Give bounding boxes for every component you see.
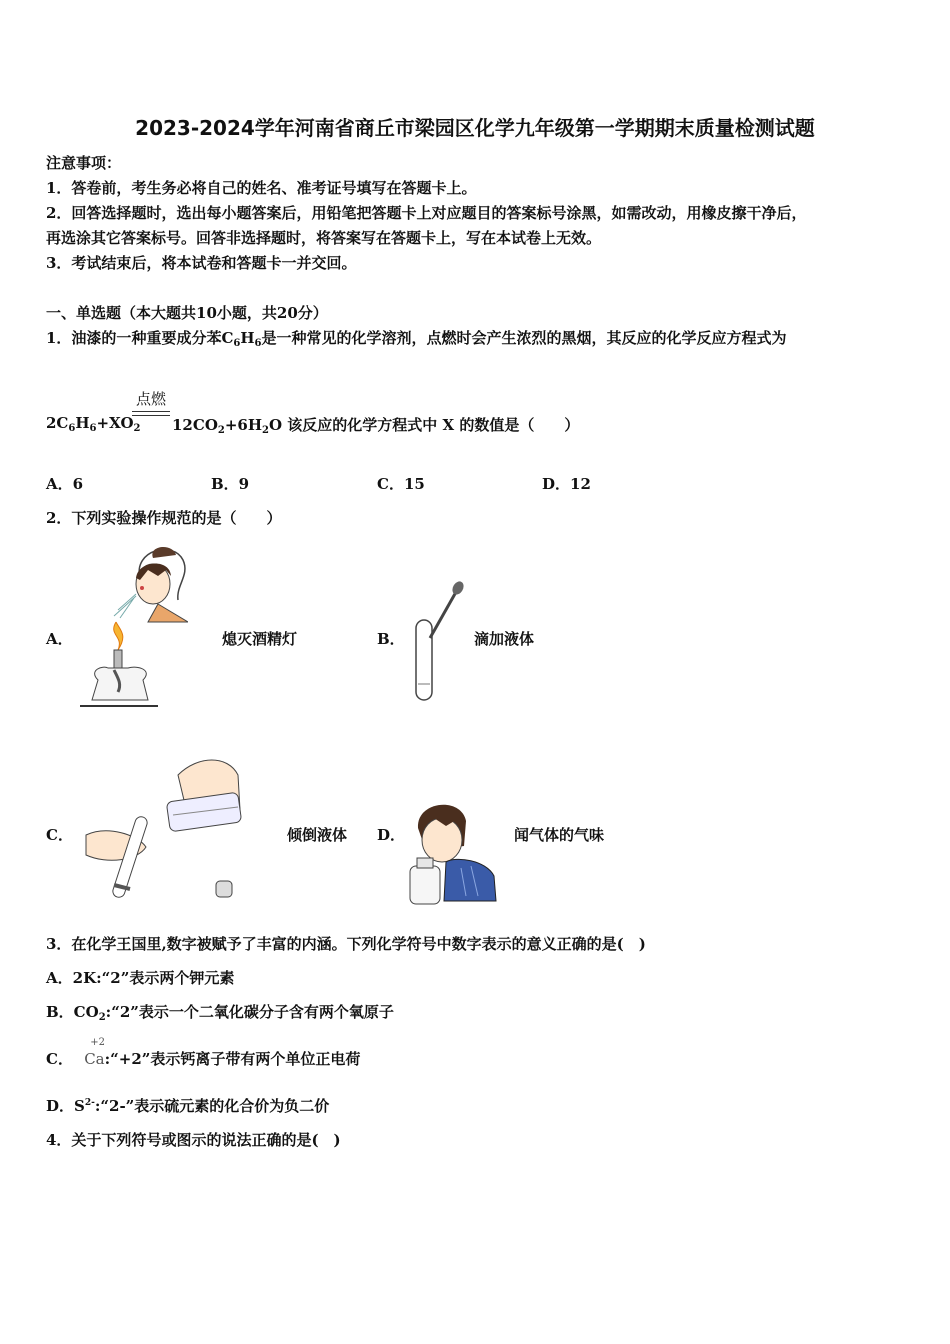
q1-option-b[interactable]: B．9 bbox=[211, 475, 250, 493]
extinguish-lamp-figure bbox=[78, 540, 188, 710]
q1-option-c[interactable]: C．15 bbox=[377, 475, 425, 493]
q2-option-a-text: 熄灭酒精灯 bbox=[222, 630, 298, 648]
equation-lhs: $2C_6H_6+XO_2$ bbox=[46, 414, 141, 434]
question-4-stem: 4．关于下列符号或图示的说法正确的是( ) bbox=[46, 1131, 341, 1149]
reaction-condition: 点燃 bbox=[132, 388, 170, 416]
q1-option-a[interactable]: A．6 bbox=[46, 475, 84, 493]
smell-gas-figure bbox=[406, 796, 501, 906]
q2-option-c-text: 倾倒液体 bbox=[287, 826, 348, 844]
dropper-figure bbox=[404, 580, 468, 705]
note-3: 3．考试结束后，将本试卷和答题卡一并交回。 bbox=[46, 254, 357, 272]
question-2-stem: 2．下列实验操作规范的是（ ） bbox=[46, 509, 282, 527]
q3-option-a[interactable]: A．2K:“2”表示两个钾元素 bbox=[46, 969, 235, 987]
note-1: 1．答卷前，考生务必将自己的姓名、准考证号填写在答题卡上。 bbox=[46, 179, 477, 197]
page-title: 2023-2024学年河南省商丘市梁园区化学九年级第一学期期末质量检测试题 bbox=[135, 116, 815, 140]
q1-option-d[interactable]: D．12 bbox=[542, 475, 591, 493]
q2-option-c-label[interactable]: C． bbox=[46, 826, 73, 844]
notes-heading: 注意事项： bbox=[46, 154, 122, 172]
pour-liquid-figure bbox=[78, 755, 248, 905]
section-heading: 一、单选题（本大题共10小题，共20分） bbox=[46, 304, 328, 322]
question-3-stem: 3．在化学王国里,数字被赋予了丰富的内涵。下列化学符号中数字表示的意义正确的是( ) bbox=[46, 935, 646, 953]
q2-option-b-label[interactable]: B． bbox=[377, 630, 405, 648]
q3-option-d[interactable]: D．$S^{2-}:“2-$”表示硫元素的化合价为负二价 bbox=[46, 1097, 330, 1115]
q2-option-d-text: 闻气体的气味 bbox=[514, 826, 605, 844]
q2-option-b-text: 滴加液体 bbox=[474, 630, 535, 648]
q3-option-c[interactable]: C． +2 Ca:“+2”表示钙离子带有两个单位正电荷 bbox=[46, 1037, 361, 1068]
note-2b: 再选涂其它答案标号。回答非选择题时，将答案写在答题卡上，写在本试卷上无效。 bbox=[46, 229, 602, 247]
question-1-stem: 1．油漆的一种重要成分苯$C_6H_6$是一种常见的化学溶剂，点燃时会产生浓烈的黑烟，其反应的化学反应方程式为 bbox=[46, 329, 787, 349]
note-2a: 2．回答选择题时，选出每小题答案后，用铅笔把答题卡上对应题目的答案标号涂黑，如需改动，用橡皮擦干净后， bbox=[46, 204, 807, 222]
q2-option-a-label[interactable]: A． bbox=[46, 630, 73, 648]
q3-option-b[interactable]: B．$CO_2:“2$”表示一个二氧化碳分子含有两个氧原子 bbox=[46, 1003, 394, 1023]
equation-rhs: $12CO_2+6H_2O$ 该反应的化学方程式中 X 的数值是（ ） bbox=[172, 416, 580, 436]
q2-option-d-label[interactable]: D． bbox=[377, 826, 406, 844]
